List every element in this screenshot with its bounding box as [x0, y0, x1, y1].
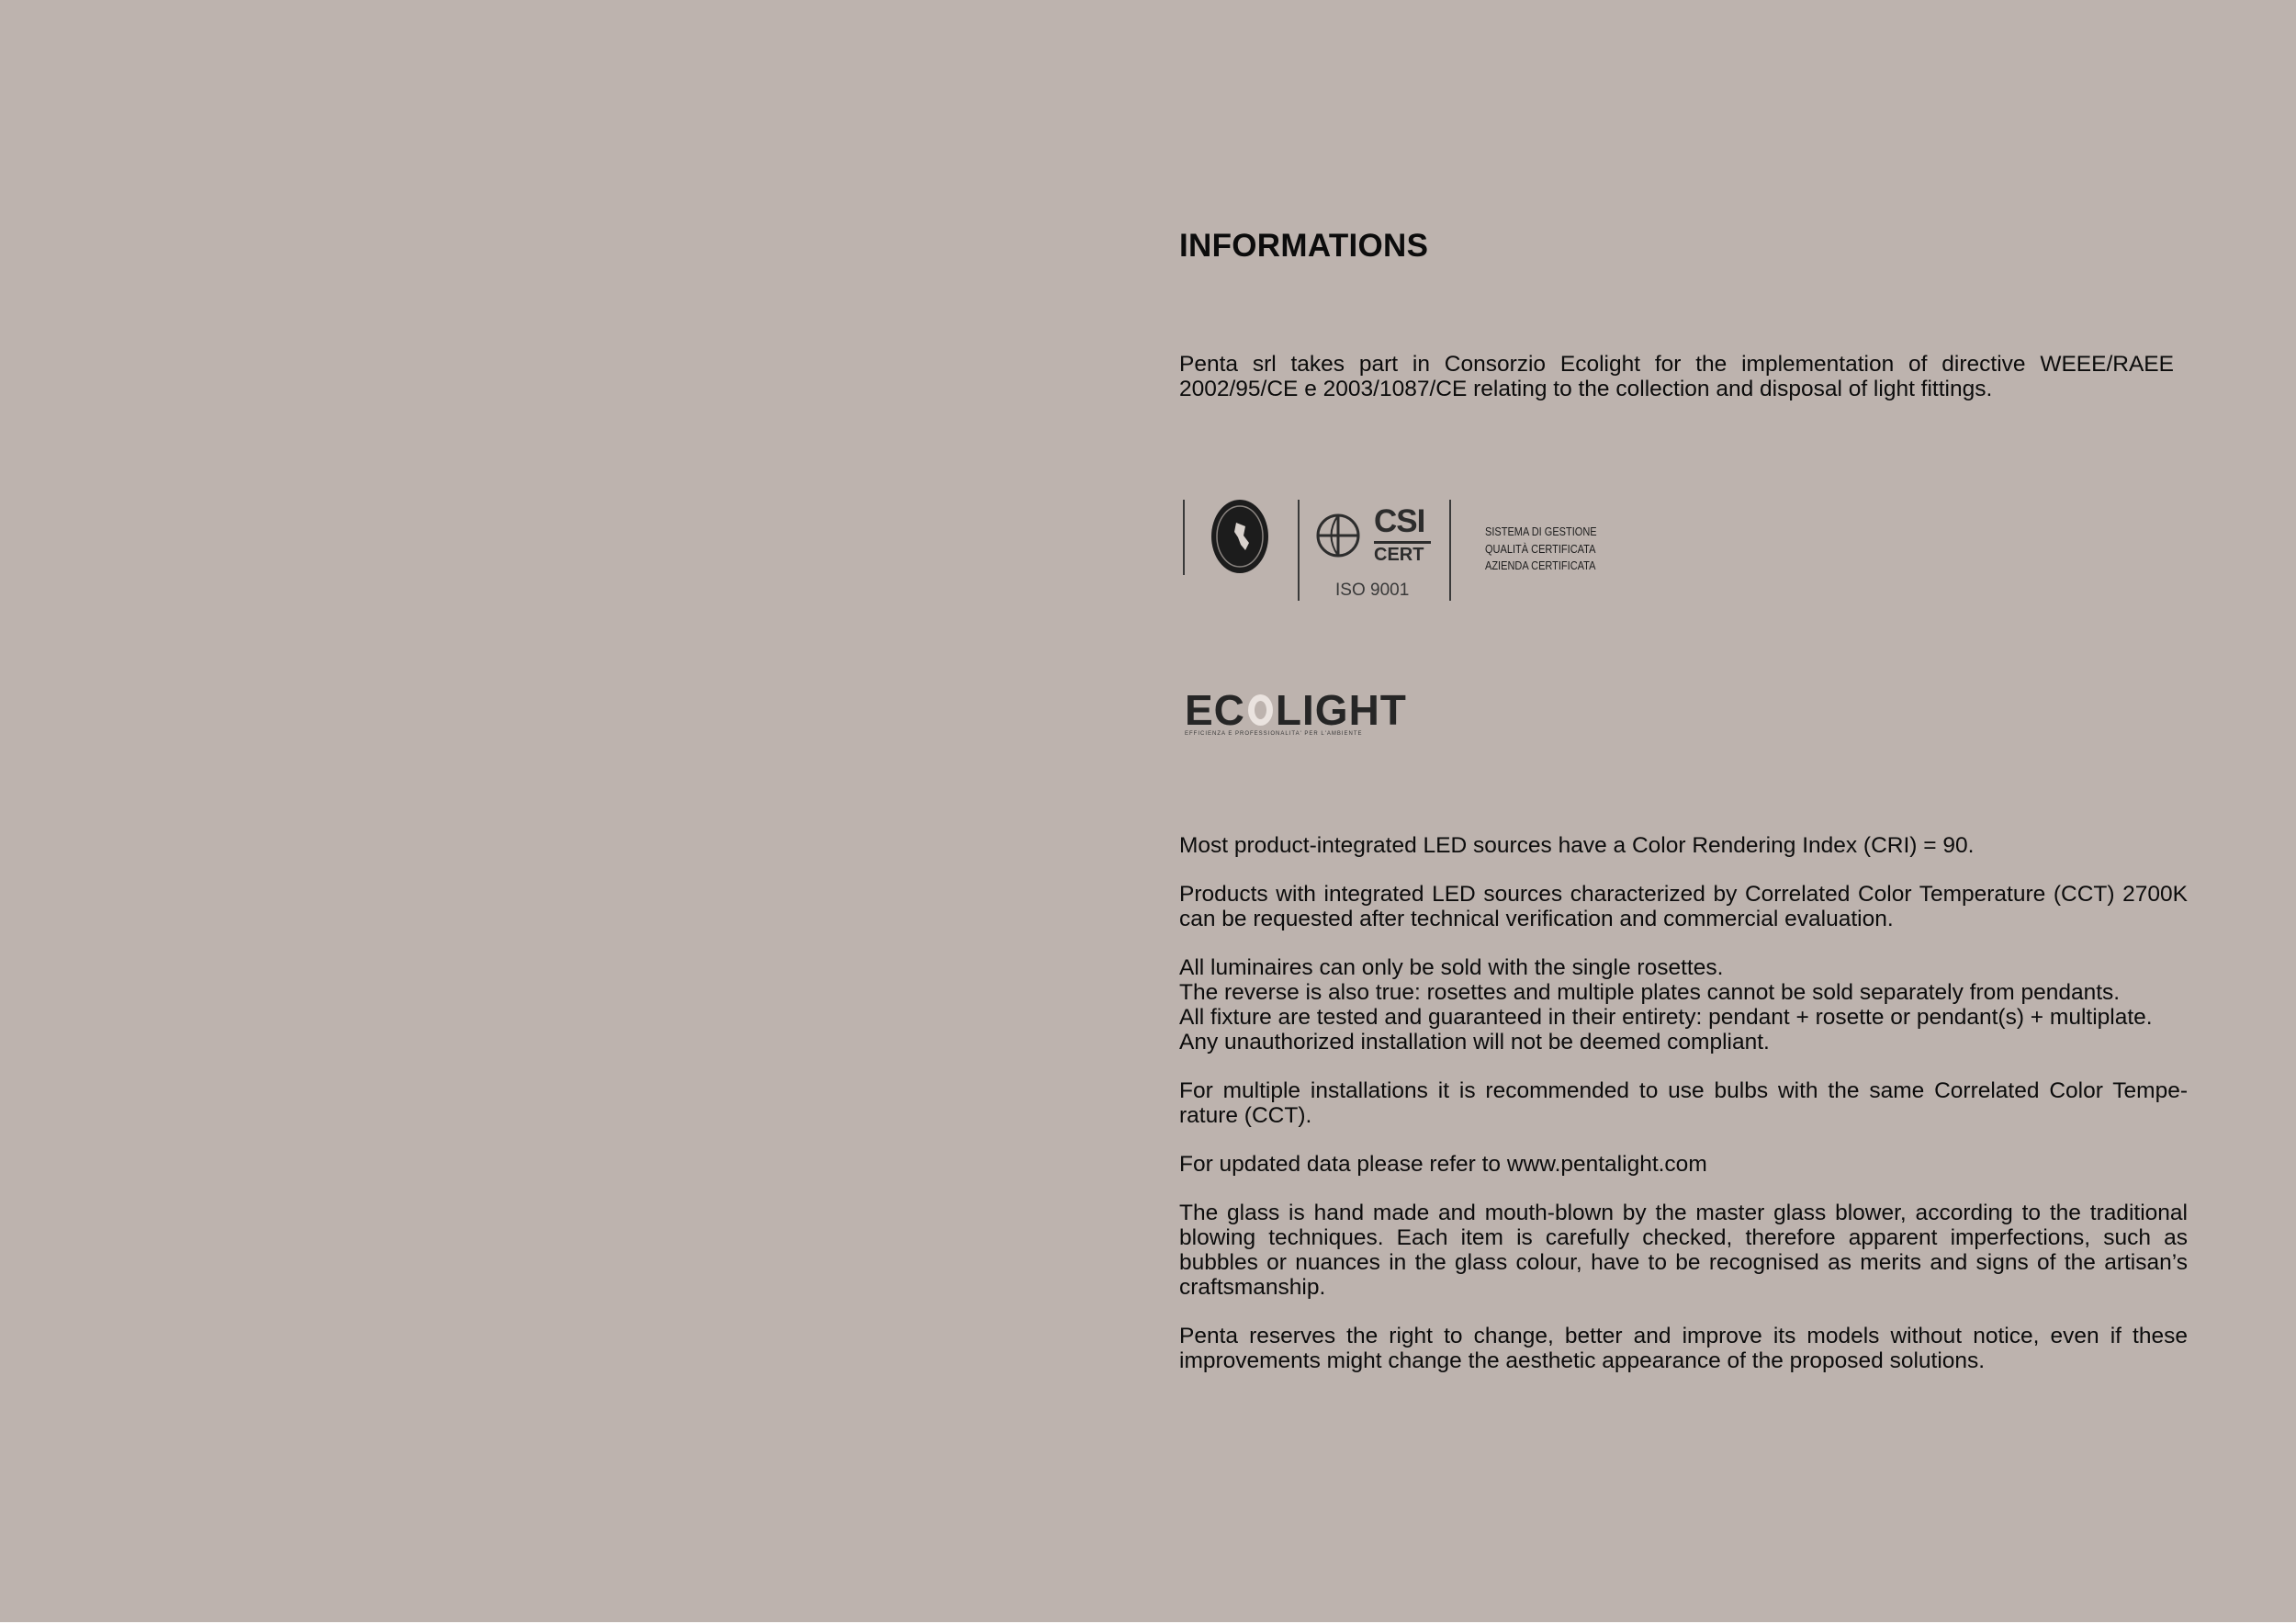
- ecolight-logo: [1185, 687, 1424, 742]
- certification-statement: [1485, 524, 1597, 575]
- csi-logo-text: CSI: [1374, 503, 1425, 539]
- sales-line: Any unauthorized installation will not be deemed compliant.: [1179, 1030, 1770, 1054]
- certification-block: [1179, 496, 1611, 606]
- sales-line: All fixture are tested and guaranteed in their entirety: pendant + rosette or pendant(s) + multiplate.: [1179, 1005, 2153, 1030]
- intro-paragraph: Penta srl takes part in Consorzio Ecolight for the implementation of directive WEEE/RAEE 2002/95/CE e 2003/1087/CE relating to the collection and disposal of light fittings.: [1179, 352, 2174, 401]
- ecolight-word-start: EC: [1185, 686, 1245, 734]
- cct-paragraph: Products with integrated LED sources characterized by Correlated Color Temperature (CCT) 2700K can be requested after technical verification and commercial evaluation.: [1179, 882, 2188, 931]
- cert-logo-text: CERT: [1374, 541, 1431, 566]
- iso-label: ISO 9001: [1335, 581, 1410, 600]
- page-title: INFORMATIONS: [1179, 228, 1429, 264]
- sales-line: All luminaires can only be sold with the single rosettes.: [1179, 955, 1724, 980]
- certification-line: AZIENDA CERTIFICATA: [1485, 559, 1596, 572]
- ecolight-wordmark: [1185, 687, 1407, 733]
- ecolight-word-end: LIGHT: [1275, 686, 1407, 734]
- divider: [1298, 500, 1300, 601]
- updated-data-paragraph: For updated data please refer to www.pentalight.com: [1179, 1152, 1707, 1177]
- certification-line: QUALITÀ CERTIFICATA: [1485, 542, 1596, 556]
- sales-conditions-paragraph: [1179, 955, 2188, 1054]
- multiple-installations-paragraph: For multiple installations it is recommended to use bulbs with the same Correlated Color Tempe-rature (CCT).: [1179, 1078, 2188, 1128]
- divider: [1449, 500, 1451, 601]
- csi-globe-icon: [1315, 513, 1361, 558]
- reserves-paragraph: Penta reserves the right to change, better and improve its models without notice, even if these improvements might change the aesthetic appearance of the proposed solutions.: [1179, 1324, 2188, 1373]
- certification-line: SISTEMA DI GESTIONE: [1485, 525, 1597, 538]
- information-body: [1179, 833, 2188, 1373]
- accredia-seal-icon: [1210, 499, 1269, 574]
- sales-line: The reverse is also true: rosettes and multiple plates cannot be sold separately from pendants.: [1179, 980, 2121, 1005]
- ecolight-o-ring-icon: [1248, 694, 1273, 726]
- cri-paragraph: Most product-integrated LED sources have a Color Rendering Index (CRI) = 90.: [1179, 833, 1975, 858]
- glass-paragraph: The glass is hand made and mouth-blown by the master glass blower, according to the traditional blowing techniques. Each item is carefully checked, therefore apparent imperfections, such as bubbles or nuances in the glass colour, have to be recognised as merits and signs of the artisan’s craftsmanship.: [1179, 1201, 2188, 1300]
- divider: [1183, 500, 1185, 575]
- ecolight-tagline: EFFICIENZA E PROFESSIONALITA' PER L'AMBIENTE: [1185, 731, 1363, 737]
